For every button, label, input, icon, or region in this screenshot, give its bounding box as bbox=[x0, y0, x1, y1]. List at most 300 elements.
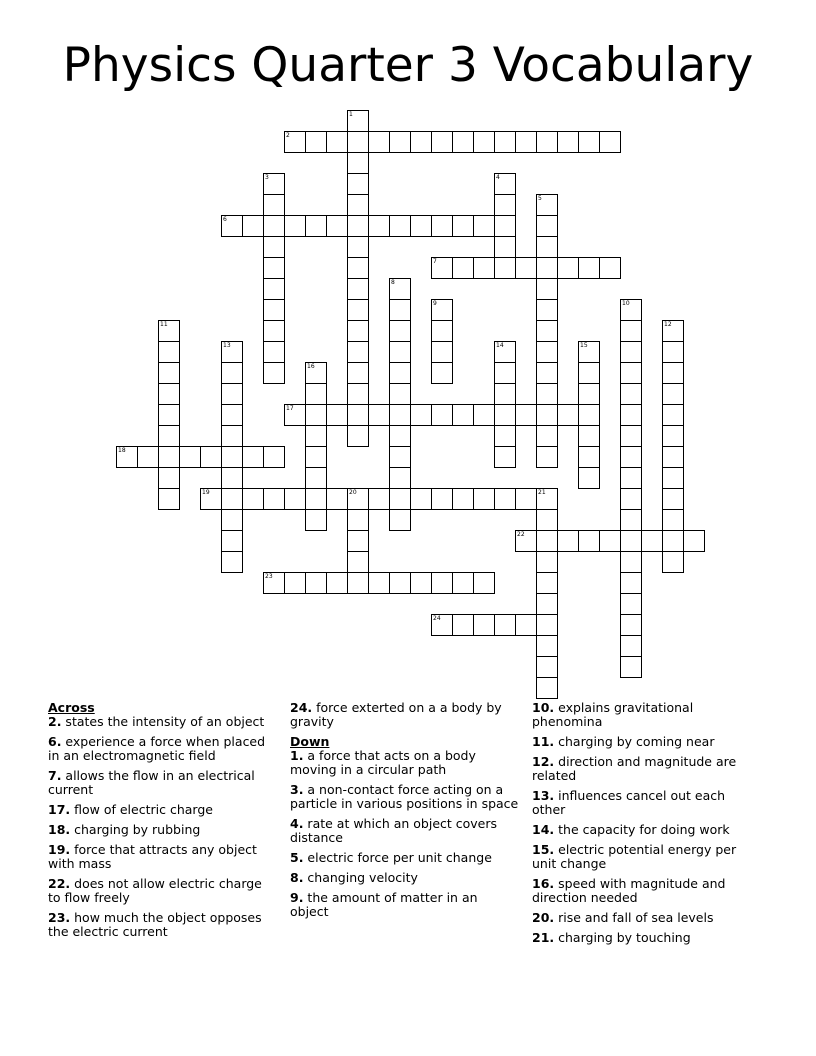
grid-cell[interactable] bbox=[620, 362, 642, 384]
grid-cell[interactable] bbox=[536, 656, 558, 678]
grid-cell[interactable] bbox=[326, 404, 348, 426]
grid-cell[interactable] bbox=[431, 488, 453, 510]
grid-cell[interactable] bbox=[347, 257, 369, 279]
grid-cell[interactable] bbox=[536, 257, 558, 279]
grid-cell[interactable] bbox=[578, 425, 600, 447]
grid-cell[interactable] bbox=[158, 404, 180, 426]
down-clue bbox=[290, 783, 520, 811]
down-clue-list-continued bbox=[532, 701, 762, 945]
grid-cell[interactable] bbox=[431, 299, 453, 321]
grid-cell[interactable] bbox=[494, 614, 516, 636]
clue-number: 9. bbox=[290, 890, 304, 905]
grid-cell[interactable] bbox=[242, 488, 264, 510]
grid-cell[interactable] bbox=[410, 215, 432, 237]
grid-cell[interactable] bbox=[284, 215, 306, 237]
grid-cell[interactable] bbox=[368, 131, 390, 153]
grid-cell[interactable] bbox=[662, 404, 684, 426]
grid-cell[interactable] bbox=[599, 257, 621, 279]
grid-cell[interactable] bbox=[536, 131, 558, 153]
grid-cell[interactable] bbox=[452, 215, 474, 237]
across-clue bbox=[48, 877, 278, 905]
grid-cell[interactable] bbox=[347, 404, 369, 426]
grid-cell[interactable] bbox=[347, 320, 369, 342]
grid-cell[interactable] bbox=[536, 614, 558, 636]
grid-cell[interactable] bbox=[536, 635, 558, 657]
grid-cell[interactable] bbox=[536, 320, 558, 342]
grid-cell[interactable] bbox=[536, 362, 558, 384]
grid-cell[interactable] bbox=[536, 509, 558, 531]
grid-cell[interactable] bbox=[452, 404, 474, 426]
grid-cell[interactable] bbox=[347, 236, 369, 258]
cell-number: 4 bbox=[496, 174, 500, 181]
grid-cell[interactable] bbox=[158, 446, 180, 468]
grid-cell[interactable] bbox=[347, 194, 369, 216]
cell-number: 22 bbox=[517, 531, 525, 538]
clue-number: 7. bbox=[48, 768, 62, 783]
down-clue bbox=[290, 749, 520, 777]
grid-cell[interactable] bbox=[347, 278, 369, 300]
grid-cell[interactable] bbox=[221, 467, 243, 489]
grid-cell[interactable] bbox=[221, 551, 243, 573]
grid-cell[interactable] bbox=[389, 278, 411, 300]
clue-text: electric potential energy per unit change bbox=[532, 842, 737, 871]
grid-cell[interactable] bbox=[305, 488, 327, 510]
clue-text: charging by rubbing bbox=[70, 822, 201, 837]
grid-cell[interactable] bbox=[515, 614, 537, 636]
grid-cell[interactable] bbox=[221, 509, 243, 531]
across-clue bbox=[48, 843, 278, 871]
grid-cell[interactable] bbox=[578, 383, 600, 405]
grid-cell[interactable] bbox=[662, 383, 684, 405]
clue-text: allows the flow in an electrical current bbox=[48, 768, 255, 797]
grid-cell[interactable] bbox=[662, 488, 684, 510]
across-heading: Across bbox=[48, 700, 95, 715]
grid-cell[interactable] bbox=[578, 362, 600, 384]
grid-cell[interactable] bbox=[263, 572, 285, 594]
grid-cell[interactable] bbox=[305, 572, 327, 594]
grid-cell[interactable] bbox=[473, 257, 495, 279]
grid-cell[interactable] bbox=[158, 362, 180, 384]
grid-cell[interactable] bbox=[263, 194, 285, 216]
grid-cell[interactable] bbox=[578, 530, 600, 552]
grid-cell[interactable] bbox=[263, 341, 285, 363]
clue-text: the capacity for doing work bbox=[554, 822, 730, 837]
clue-text: speed with magnitude and direction needed bbox=[532, 876, 726, 905]
grid-cell[interactable] bbox=[221, 488, 243, 510]
clue-text: how much the object opposes the electric current bbox=[48, 910, 262, 939]
grid-cell[interactable] bbox=[452, 488, 474, 510]
grid-cell[interactable] bbox=[662, 341, 684, 363]
grid-cell[interactable] bbox=[305, 215, 327, 237]
grid-cell[interactable] bbox=[305, 404, 327, 426]
down-clue bbox=[532, 823, 762, 837]
grid-cell[interactable] bbox=[263, 257, 285, 279]
grid-cell[interactable] bbox=[641, 530, 663, 552]
grid-cell[interactable] bbox=[578, 341, 600, 363]
clue-number: 14. bbox=[532, 822, 555, 837]
grid-cell[interactable] bbox=[620, 488, 642, 510]
cell-number: 8 bbox=[391, 279, 395, 286]
grid-cell[interactable] bbox=[578, 446, 600, 468]
grid-cell[interactable] bbox=[305, 446, 327, 468]
grid-cell[interactable] bbox=[662, 551, 684, 573]
grid-cell[interactable] bbox=[347, 488, 369, 510]
clue-text: a force that acts on a body moving in a circular path bbox=[290, 748, 476, 777]
grid-cell[interactable] bbox=[536, 593, 558, 615]
grid-cell[interactable] bbox=[515, 131, 537, 153]
grid-cell[interactable] bbox=[410, 131, 432, 153]
cell-number: 6 bbox=[223, 216, 227, 223]
grid-cell[interactable] bbox=[536, 299, 558, 321]
grid-cell[interactable] bbox=[389, 299, 411, 321]
across-down-clues-column bbox=[290, 701, 520, 925]
grid-cell[interactable] bbox=[536, 677, 558, 699]
grid-cell[interactable] bbox=[662, 530, 684, 552]
clue-number: 20. bbox=[532, 910, 555, 925]
down-clue-list bbox=[290, 749, 520, 919]
grid-cell[interactable] bbox=[662, 425, 684, 447]
grid-cell[interactable] bbox=[620, 467, 642, 489]
grid-cell[interactable] bbox=[347, 215, 369, 237]
clue-text: force exterted on a a body by gravity bbox=[290, 700, 502, 729]
grid-cell[interactable] bbox=[431, 614, 453, 636]
grid-cell[interactable] bbox=[389, 362, 411, 384]
grid-cell[interactable] bbox=[494, 194, 516, 216]
grid-cell[interactable] bbox=[557, 404, 579, 426]
grid-cell[interactable] bbox=[494, 404, 516, 426]
grid-cell[interactable] bbox=[389, 341, 411, 363]
grid-cell[interactable] bbox=[494, 488, 516, 510]
down-heading: Down bbox=[290, 734, 330, 749]
grid-cell[interactable] bbox=[284, 404, 306, 426]
grid-cell[interactable] bbox=[431, 572, 453, 594]
grid-cell[interactable] bbox=[515, 488, 537, 510]
down-clue bbox=[532, 735, 762, 749]
grid-cell[interactable] bbox=[452, 614, 474, 636]
grid-cell[interactable] bbox=[305, 362, 327, 384]
grid-cell[interactable] bbox=[305, 425, 327, 447]
grid-cell[interactable] bbox=[137, 446, 159, 468]
grid-cell[interactable] bbox=[473, 614, 495, 636]
grid-cell[interactable] bbox=[263, 362, 285, 384]
grid-cell[interactable] bbox=[221, 446, 243, 468]
grid-cell[interactable] bbox=[200, 488, 222, 510]
grid-cell[interactable] bbox=[305, 383, 327, 405]
grid-cell[interactable] bbox=[536, 572, 558, 594]
grid-cell[interactable] bbox=[494, 173, 516, 195]
grid-cell[interactable] bbox=[263, 278, 285, 300]
grid-cell[interactable] bbox=[620, 446, 642, 468]
clue-text: flow of electric charge bbox=[70, 802, 213, 817]
grid-cell[interactable] bbox=[620, 593, 642, 615]
grid-cell[interactable] bbox=[347, 383, 369, 405]
down-clue bbox=[532, 931, 762, 945]
grid-cell[interactable] bbox=[389, 488, 411, 510]
grid-cell[interactable] bbox=[452, 131, 474, 153]
grid-cell[interactable] bbox=[347, 299, 369, 321]
down-clue bbox=[532, 789, 762, 817]
grid-cell[interactable] bbox=[662, 509, 684, 531]
grid-cell[interactable] bbox=[347, 530, 369, 552]
grid-cell[interactable] bbox=[221, 425, 243, 447]
down-clue bbox=[532, 911, 762, 925]
grid-cell[interactable] bbox=[662, 446, 684, 468]
grid-cell[interactable] bbox=[326, 488, 348, 510]
grid-cell[interactable] bbox=[389, 425, 411, 447]
grid-cell[interactable] bbox=[179, 446, 201, 468]
across-clue bbox=[48, 823, 278, 837]
clue-number: 8. bbox=[290, 870, 304, 885]
grid-cell[interactable] bbox=[242, 215, 264, 237]
puzzle-title: Physics Quarter 3 Vocabulary bbox=[62, 38, 754, 93]
grid-cell[interactable] bbox=[536, 236, 558, 258]
grid-cell[interactable] bbox=[662, 362, 684, 384]
grid-cell[interactable] bbox=[494, 257, 516, 279]
cell-number: 19 bbox=[202, 489, 210, 496]
grid-cell[interactable] bbox=[158, 383, 180, 405]
grid-cell[interactable] bbox=[410, 404, 432, 426]
grid-cell[interactable] bbox=[347, 572, 369, 594]
grid-cell[interactable] bbox=[557, 131, 579, 153]
cell-number: 20 bbox=[349, 489, 357, 496]
grid-cell[interactable] bbox=[620, 425, 642, 447]
grid-cell[interactable] bbox=[473, 215, 495, 237]
clue-number: 15. bbox=[532, 842, 555, 857]
grid-cell[interactable] bbox=[200, 446, 222, 468]
down-clue bbox=[290, 891, 520, 919]
grid-cell[interactable] bbox=[620, 509, 642, 531]
grid-cell[interactable] bbox=[410, 572, 432, 594]
clue-number: 16. bbox=[532, 876, 555, 891]
grid-cell[interactable] bbox=[263, 320, 285, 342]
grid-cell[interactable] bbox=[389, 572, 411, 594]
grid-cell[interactable] bbox=[221, 383, 243, 405]
grid-cell[interactable] bbox=[221, 404, 243, 426]
clue-text: direction and magnitude are related bbox=[532, 754, 737, 783]
grid-cell[interactable] bbox=[221, 362, 243, 384]
grid-cell[interactable] bbox=[536, 194, 558, 216]
cell-number: 11 bbox=[160, 321, 168, 328]
grid-cell[interactable] bbox=[620, 404, 642, 426]
clue-number: 1. bbox=[290, 748, 304, 763]
grid-cell[interactable] bbox=[242, 446, 264, 468]
grid-cell[interactable] bbox=[536, 404, 558, 426]
grid-cell[interactable] bbox=[473, 572, 495, 594]
grid-cell[interactable] bbox=[452, 257, 474, 279]
clue-number: 3. bbox=[290, 782, 304, 797]
grid-cell[interactable] bbox=[389, 383, 411, 405]
grid-cell[interactable] bbox=[536, 383, 558, 405]
grid-cell[interactable] bbox=[284, 572, 306, 594]
grid-cell[interactable] bbox=[662, 320, 684, 342]
grid-cell[interactable] bbox=[494, 383, 516, 405]
grid-cell[interactable] bbox=[221, 215, 243, 237]
grid-cell[interactable] bbox=[620, 635, 642, 657]
grid-cell[interactable] bbox=[494, 131, 516, 153]
clue-number: 18. bbox=[48, 822, 71, 837]
clue-number: 4. bbox=[290, 816, 304, 831]
clue-text: rise and fall of sea levels bbox=[554, 910, 714, 925]
clue-text: explains gravitational phenomina bbox=[532, 700, 694, 729]
grid-cell[interactable] bbox=[536, 530, 558, 552]
grid-cell[interactable] bbox=[263, 446, 285, 468]
grid-cell[interactable] bbox=[389, 215, 411, 237]
grid-cell[interactable] bbox=[263, 215, 285, 237]
grid-cell[interactable] bbox=[620, 383, 642, 405]
grid-cell[interactable] bbox=[578, 257, 600, 279]
cell-number: 17 bbox=[286, 405, 294, 412]
grid-cell[interactable] bbox=[620, 614, 642, 636]
grid-cell[interactable] bbox=[263, 488, 285, 510]
cell-number: 23 bbox=[265, 573, 273, 580]
clue-text: changing velocity bbox=[303, 870, 418, 885]
grid-cell[interactable] bbox=[389, 404, 411, 426]
clue-number: 23. bbox=[48, 910, 71, 925]
grid-cell[interactable] bbox=[431, 362, 453, 384]
grid-cell[interactable] bbox=[578, 467, 600, 489]
grid-cell[interactable] bbox=[515, 530, 537, 552]
across-clues-column bbox=[48, 701, 278, 945]
grid-cell[interactable] bbox=[284, 131, 306, 153]
clue-text: influences cancel out each other bbox=[532, 788, 726, 817]
grid-cell[interactable] bbox=[263, 299, 285, 321]
cell-number: 13 bbox=[223, 342, 231, 349]
grid-cell[interactable] bbox=[431, 257, 453, 279]
grid-cell[interactable] bbox=[536, 446, 558, 468]
grid-cell[interactable] bbox=[536, 278, 558, 300]
grid-cell[interactable] bbox=[620, 551, 642, 573]
grid-cell[interactable] bbox=[347, 341, 369, 363]
across-clue bbox=[48, 769, 278, 797]
grid-cell[interactable] bbox=[557, 530, 579, 552]
down-clue bbox=[532, 701, 762, 729]
grid-cell[interactable] bbox=[431, 215, 453, 237]
grid-cell[interactable] bbox=[452, 572, 474, 594]
grid-cell[interactable] bbox=[515, 257, 537, 279]
grid-cell[interactable] bbox=[305, 467, 327, 489]
grid-cell[interactable] bbox=[368, 215, 390, 237]
grid-cell[interactable] bbox=[494, 215, 516, 237]
grid-cell[interactable] bbox=[305, 131, 327, 153]
grid-cell[interactable] bbox=[494, 236, 516, 258]
grid-cell[interactable] bbox=[536, 488, 558, 510]
grid-cell[interactable] bbox=[263, 236, 285, 258]
grid-cell[interactable] bbox=[620, 530, 642, 552]
grid-cell[interactable] bbox=[494, 446, 516, 468]
grid-cell[interactable] bbox=[620, 320, 642, 342]
grid-cell[interactable] bbox=[389, 446, 411, 468]
grid-cell[interactable] bbox=[158, 320, 180, 342]
grid-cell[interactable] bbox=[431, 404, 453, 426]
grid-cell[interactable] bbox=[368, 404, 390, 426]
grid-cell[interactable] bbox=[599, 131, 621, 153]
grid-cell[interactable] bbox=[347, 152, 369, 174]
grid-cell[interactable] bbox=[116, 446, 138, 468]
grid-cell[interactable] bbox=[326, 131, 348, 153]
grid-cell[interactable] bbox=[431, 131, 453, 153]
grid-cell[interactable] bbox=[410, 488, 432, 510]
clue-number: 19. bbox=[48, 842, 71, 857]
grid-cell[interactable] bbox=[326, 572, 348, 594]
grid-cell[interactable] bbox=[683, 530, 705, 552]
grid-cell[interactable] bbox=[221, 341, 243, 363]
grid-cell[interactable] bbox=[326, 215, 348, 237]
grid-cell[interactable] bbox=[536, 341, 558, 363]
cell-number: 16 bbox=[307, 363, 315, 370]
grid-cell[interactable] bbox=[347, 425, 369, 447]
clue-number: 10. bbox=[532, 700, 555, 715]
clue-text: experience a force when placed in an electromagnetic field bbox=[48, 734, 266, 763]
grid-cell[interactable] bbox=[368, 572, 390, 594]
cell-number: 9 bbox=[433, 300, 437, 307]
grid-cell[interactable] bbox=[347, 362, 369, 384]
grid-cell[interactable] bbox=[536, 215, 558, 237]
clue-text: force that attracts any object with mass bbox=[48, 842, 257, 871]
grid-cell[interactable] bbox=[494, 425, 516, 447]
grid-cell[interactable] bbox=[578, 131, 600, 153]
grid-cell[interactable] bbox=[431, 320, 453, 342]
cell-number: 18 bbox=[118, 447, 126, 454]
grid-cell[interactable] bbox=[347, 509, 369, 531]
grid-cell[interactable] bbox=[473, 404, 495, 426]
grid-cell[interactable] bbox=[368, 488, 390, 510]
grid-cell[interactable] bbox=[515, 404, 537, 426]
grid-cell[interactable] bbox=[389, 131, 411, 153]
grid-cell[interactable] bbox=[536, 425, 558, 447]
grid-cell[interactable] bbox=[494, 341, 516, 363]
grid-cell[interactable] bbox=[347, 551, 369, 573]
across-clue bbox=[48, 803, 278, 817]
grid-cell[interactable] bbox=[620, 341, 642, 363]
grid-cell[interactable] bbox=[578, 404, 600, 426]
grid-cell[interactable] bbox=[557, 257, 579, 279]
grid-cell[interactable] bbox=[599, 530, 621, 552]
grid-cell[interactable] bbox=[305, 509, 327, 531]
grid-cell[interactable] bbox=[620, 656, 642, 678]
grid-cell[interactable] bbox=[263, 173, 285, 195]
clue-number: 5. bbox=[290, 850, 304, 865]
grid-cell[interactable] bbox=[536, 551, 558, 573]
grid-cell[interactable] bbox=[158, 488, 180, 510]
grid-cell[interactable] bbox=[284, 488, 306, 510]
grid-cell[interactable] bbox=[389, 509, 411, 531]
grid-cell[interactable] bbox=[389, 320, 411, 342]
cell-number: 24 bbox=[433, 615, 441, 622]
grid-cell[interactable] bbox=[473, 131, 495, 153]
grid-cell[interactable] bbox=[431, 341, 453, 363]
grid-cell[interactable] bbox=[473, 488, 495, 510]
clue-number: 6. bbox=[48, 734, 62, 749]
grid-cell[interactable] bbox=[158, 425, 180, 447]
grid-cell[interactable] bbox=[221, 530, 243, 552]
across-clue-list-continued bbox=[290, 701, 520, 729]
cell-number: 14 bbox=[496, 342, 504, 349]
grid-cell[interactable] bbox=[389, 467, 411, 489]
clue-number: 22. bbox=[48, 876, 71, 891]
grid-cell[interactable] bbox=[347, 131, 369, 153]
grid-cell[interactable] bbox=[620, 299, 642, 321]
grid-cell[interactable] bbox=[158, 467, 180, 489]
cell-number: 15 bbox=[580, 342, 588, 349]
down-clue bbox=[532, 877, 762, 905]
grid-cell[interactable] bbox=[620, 572, 642, 594]
grid-cell[interactable] bbox=[347, 110, 369, 132]
grid-cell[interactable] bbox=[347, 173, 369, 195]
grid-cell[interactable] bbox=[494, 362, 516, 384]
grid-cell[interactable] bbox=[158, 341, 180, 363]
grid-cell[interactable] bbox=[662, 467, 684, 489]
cell-number: 7 bbox=[433, 258, 437, 265]
